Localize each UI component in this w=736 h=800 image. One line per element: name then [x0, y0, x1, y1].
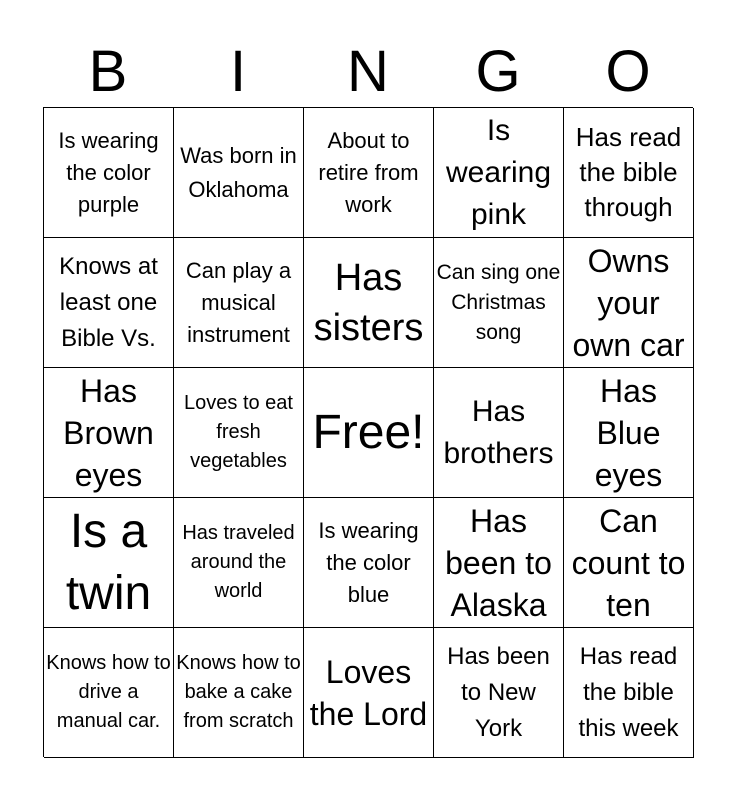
cell-text: Loves to eat fresh vegetables — [184, 392, 293, 472]
bingo-cell-r3c2[interactable] — [174, 368, 304, 498]
bingo-cell-r5c3[interactable] — [304, 628, 434, 758]
bingo-header — [43, 36, 693, 108]
bingo-cell-r2c5[interactable] — [564, 238, 694, 368]
cell-text: Has Brown eyes — [63, 372, 154, 493]
cell-text: Has read the bible this week — [578, 642, 679, 742]
header-letter-b: B — [88, 39, 128, 104]
bingo-cell-r4c1[interactable] — [44, 498, 174, 628]
bingo-cell-r3c1[interactable] — [44, 368, 174, 498]
header-letter-i: I — [229, 39, 247, 104]
bingo-cell-r2c2[interactable] — [174, 238, 304, 368]
cell-text: Knows how to drive a manual car. — [46, 652, 171, 732]
bingo-cell-r2c1[interactable] — [44, 238, 174, 368]
bingo-cell-r3c5[interactable] — [564, 368, 694, 498]
bingo-cell-r4c5[interactable] — [564, 498, 694, 628]
header-letter-o: O — [605, 39, 651, 104]
cell-text: Is wearing the color purple — [58, 127, 159, 217]
bingo-cell-r5c1[interactable] — [44, 628, 174, 758]
bingo-cell-free-space[interactable] — [304, 368, 434, 498]
cell-text: Has been to New York — [447, 642, 550, 742]
free-space-text: Free! — [312, 405, 425, 459]
cell-text: Is wearing the color blue — [318, 517, 419, 607]
header-letter-n: N — [347, 39, 389, 104]
bingo-cell-r1c1[interactable] — [44, 108, 174, 238]
cell-text: Has been to Alaska — [445, 502, 552, 623]
bingo-cell-r4c4[interactable] — [434, 498, 564, 628]
cell-text: About to retire from work — [318, 127, 419, 217]
bingo-cell-r1c3[interactable] — [304, 108, 434, 238]
cell-text: Has Blue eyes — [594, 372, 663, 493]
bingo-cell-r4c2[interactable] — [174, 498, 304, 628]
bingo-cell-r1c4[interactable] — [434, 108, 564, 238]
bingo-cell-r1c2[interactable] — [174, 108, 304, 238]
cell-text: Can play a musical instrument — [185, 257, 292, 347]
cell-text: Has traveled around the world — [182, 522, 295, 602]
cell-text: Was born in Oklahoma — [180, 142, 297, 202]
bingo-cell-r3c4[interactable] — [434, 368, 564, 498]
cell-text: Has read the bible through — [575, 122, 682, 222]
cell-text: Can sing one Christmas song — [436, 260, 561, 344]
bingo-cell-r5c5[interactable] — [564, 628, 694, 758]
cell-text: Can count to ten — [571, 502, 686, 623]
cell-text: Has sisters — [313, 256, 424, 349]
bingo-cell-r2c3[interactable] — [304, 238, 434, 368]
cell-text: Knows how to bake a cake from scratch — [176, 652, 301, 732]
cell-text: Is a twin — [65, 504, 152, 620]
cell-text: Owns your own car — [572, 242, 685, 363]
cell-text: Knows at least one Bible Vs. — [59, 252, 158, 352]
bingo-cell-r5c4[interactable] — [434, 628, 564, 758]
header-letter-g: G — [475, 39, 521, 104]
bingo-card-grid — [43, 107, 693, 757]
cell-text: Loves the Lord — [309, 653, 428, 732]
bingo-cell-r5c2[interactable] — [174, 628, 304, 758]
cell-text: Is wearing pink — [445, 113, 552, 231]
cell-text: Has brothers — [443, 394, 554, 470]
bingo-cell-r1c5[interactable] — [564, 108, 694, 238]
bingo-cell-r2c4[interactable] — [434, 238, 564, 368]
bingo-cell-r4c3[interactable] — [304, 498, 434, 628]
